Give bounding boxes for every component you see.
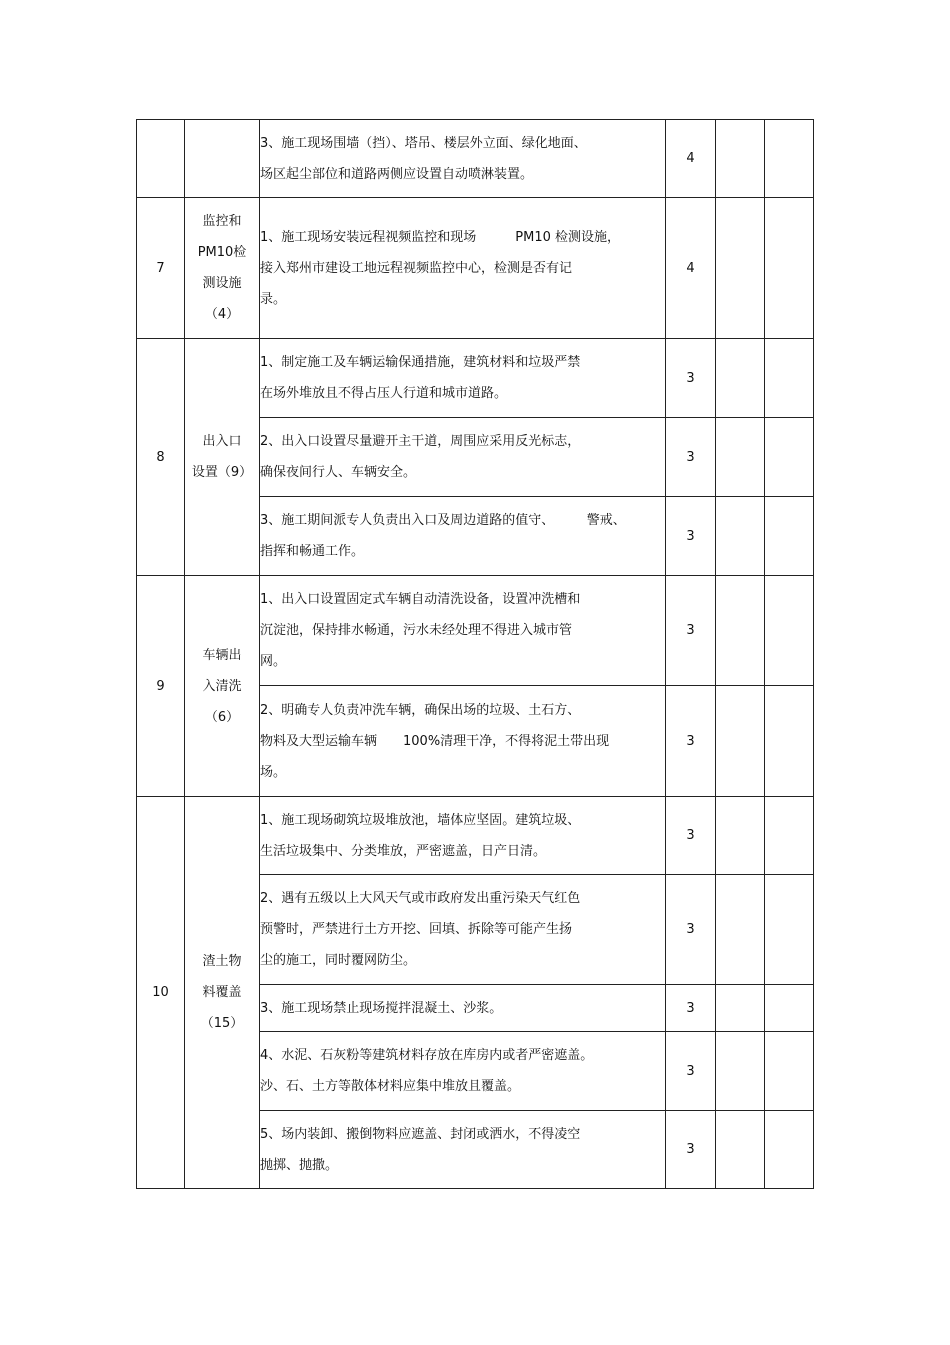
result-cell xyxy=(765,497,814,576)
category-line: 测设施 xyxy=(202,276,242,291)
score-cell: 3 xyxy=(666,797,716,875)
requirement-cell xyxy=(260,418,666,497)
result-cell xyxy=(765,1111,814,1189)
requirement-line: 场。 xyxy=(260,764,287,780)
requirement-line: 预警时，严禁进行土方开挖、回填、拆除等可能产生扬 xyxy=(260,922,573,937)
requirement-line: 3、施工期间派专人负责出入口及周边道路的值守、 警戒、 xyxy=(260,513,626,528)
deduction-cell xyxy=(716,198,765,339)
requirement-cell xyxy=(260,686,666,797)
result-cell xyxy=(765,686,814,797)
requirement-line: 尘的施工，同时覆网防尘。 xyxy=(260,953,417,968)
requirement-line: 3、施工现场禁止现场搅拌混凝土、沙浆。 xyxy=(260,1000,503,1016)
requirement-cell xyxy=(260,339,666,418)
deduction-cell xyxy=(716,985,765,1032)
requirement-line: 生活垃圾集中、分类堆放，严密遮盖，日产日清。 xyxy=(260,843,547,859)
requirement-cell xyxy=(260,875,666,985)
requirement-line: 1、施工现场安装远程视频监控和现场 PM10 检测设施， xyxy=(260,229,621,245)
category-line: （6） xyxy=(204,709,240,725)
result-cell xyxy=(765,576,814,686)
requirement-line: 网。 xyxy=(260,654,287,669)
result-cell xyxy=(765,120,814,198)
requirement-cell xyxy=(260,797,666,875)
score-cell: 3 xyxy=(666,985,716,1032)
score-cell: 4 xyxy=(666,198,716,339)
requirement-cell xyxy=(260,497,666,576)
result-cell xyxy=(765,418,814,497)
requirement-line: 5、场内装卸、搬倒物料应遮盖、封闭或洒水，不得凌空 xyxy=(260,1126,581,1142)
table-row xyxy=(137,120,814,198)
score-cell: 3 xyxy=(666,686,716,797)
score-cell: 3 xyxy=(666,576,716,686)
category-line: 车辆出 xyxy=(202,647,242,663)
table-row xyxy=(137,198,814,339)
requirement-line: 2、遇有五级以上大风天气或市政府发出重污染天气红色 xyxy=(260,891,581,906)
category-cell xyxy=(185,797,260,1189)
requirement-cell xyxy=(260,985,666,1032)
category-line: PM10检 xyxy=(197,245,247,260)
requirement-line: 1、施工现场砌筑垃圾堆放池，墙体应坚固。建筑垃圾、 xyxy=(260,812,581,828)
deduction-cell xyxy=(716,1032,765,1111)
requirement-line: 接入郑州市建设工地远程视频监控中心，检测是否有记 xyxy=(260,260,573,276)
requirement-cell xyxy=(260,198,666,339)
score-cell: 3 xyxy=(666,497,716,576)
score-cell: 3 xyxy=(666,339,716,418)
item-number-cell: 10 xyxy=(137,797,185,1189)
result-cell xyxy=(765,797,814,875)
result-cell xyxy=(765,875,814,985)
requirement-cell xyxy=(260,1111,666,1189)
score-cell: 3 xyxy=(666,1032,716,1111)
deduction-cell xyxy=(716,497,765,576)
deduction-cell xyxy=(716,797,765,875)
requirement-line: 确保夜间行人、车辆安全。 xyxy=(260,465,417,480)
requirement-cell xyxy=(260,576,666,686)
deduction-cell xyxy=(716,120,765,198)
deduction-cell xyxy=(716,418,765,497)
category-line: 设置（9） xyxy=(191,465,253,480)
requirement-cell xyxy=(260,1032,666,1111)
category-cell xyxy=(185,339,260,576)
requirement-line: 物料及大型运输车辆 100%清理干净，不得将泥土带出现 xyxy=(260,733,610,749)
category-line: 料覆盖 xyxy=(202,985,242,1000)
category-cell xyxy=(185,198,260,339)
result-cell xyxy=(765,1032,814,1111)
result-cell xyxy=(765,198,814,339)
score-cell: 3 xyxy=(666,875,716,985)
category-line: （15） xyxy=(200,1016,244,1031)
item-number-cell xyxy=(137,120,185,198)
requirement-line: 1、出入口设置固定式车辆自动清洗设备，设置冲洗槽和 xyxy=(260,592,581,607)
score-cell: 3 xyxy=(666,1111,716,1189)
category-line: 监控和 xyxy=(202,214,242,229)
category-cell xyxy=(185,120,260,198)
table-row xyxy=(137,339,814,418)
requirement-line: 在场外堆放且不得占压人行道和城市道路。 xyxy=(260,386,508,401)
category-line: （4） xyxy=(204,307,240,322)
score-cell: 4 xyxy=(666,120,716,198)
inspection-table xyxy=(136,119,814,1189)
requirement-line: 录。 xyxy=(260,291,287,307)
deduction-cell xyxy=(716,576,765,686)
result-cell xyxy=(765,985,814,1032)
score-cell: 3 xyxy=(666,418,716,497)
table-row xyxy=(137,576,814,686)
requirement-line: 沙、石、土方等散体材料应集中堆放且覆盖。 xyxy=(260,1079,521,1094)
requirement-line: 4、水泥、石灰粉等建筑材料存放在库房内或者严密遮盖。 xyxy=(260,1048,594,1063)
category-line: 出入口 xyxy=(202,434,242,449)
deduction-cell xyxy=(716,875,765,985)
table-row xyxy=(137,797,814,875)
category-cell xyxy=(185,576,260,797)
requirement-line: 3、施工现场围墙（挡）、塔吊、楼层外立面、绿化地面、 xyxy=(260,135,587,151)
requirement-line: 2、明确专人负责冲洗车辆，确保出场的垃圾、土石方、 xyxy=(260,702,581,718)
item-number-cell: 9 xyxy=(137,576,185,797)
category-line: 渣土物 xyxy=(202,954,242,969)
requirement-line: 指挥和畅通工作。 xyxy=(260,544,365,559)
category-line: 入清洗 xyxy=(202,678,242,694)
requirement-line: 抛掷、抛撒。 xyxy=(260,1157,339,1173)
deduction-cell xyxy=(716,1111,765,1189)
item-number-cell: 7 xyxy=(137,198,185,339)
deduction-cell xyxy=(716,339,765,418)
requirement-line: 2、出入口设置尽量避开主干道，周围应采用反光标志， xyxy=(260,434,581,449)
item-number-cell: 8 xyxy=(137,339,185,576)
requirement-line: 1、制定施工及车辆运输保通措施，建筑材料和垃圾严禁 xyxy=(260,355,581,370)
requirement-line: 沉淀池，保持排水畅通，污水未经处理不得进入城市管 xyxy=(260,623,573,638)
requirement-cell xyxy=(260,120,666,198)
deduction-cell xyxy=(716,686,765,797)
requirement-line: 场区起尘部位和道路两侧应设置自动喷淋装置。 xyxy=(260,166,534,182)
result-cell xyxy=(765,339,814,418)
